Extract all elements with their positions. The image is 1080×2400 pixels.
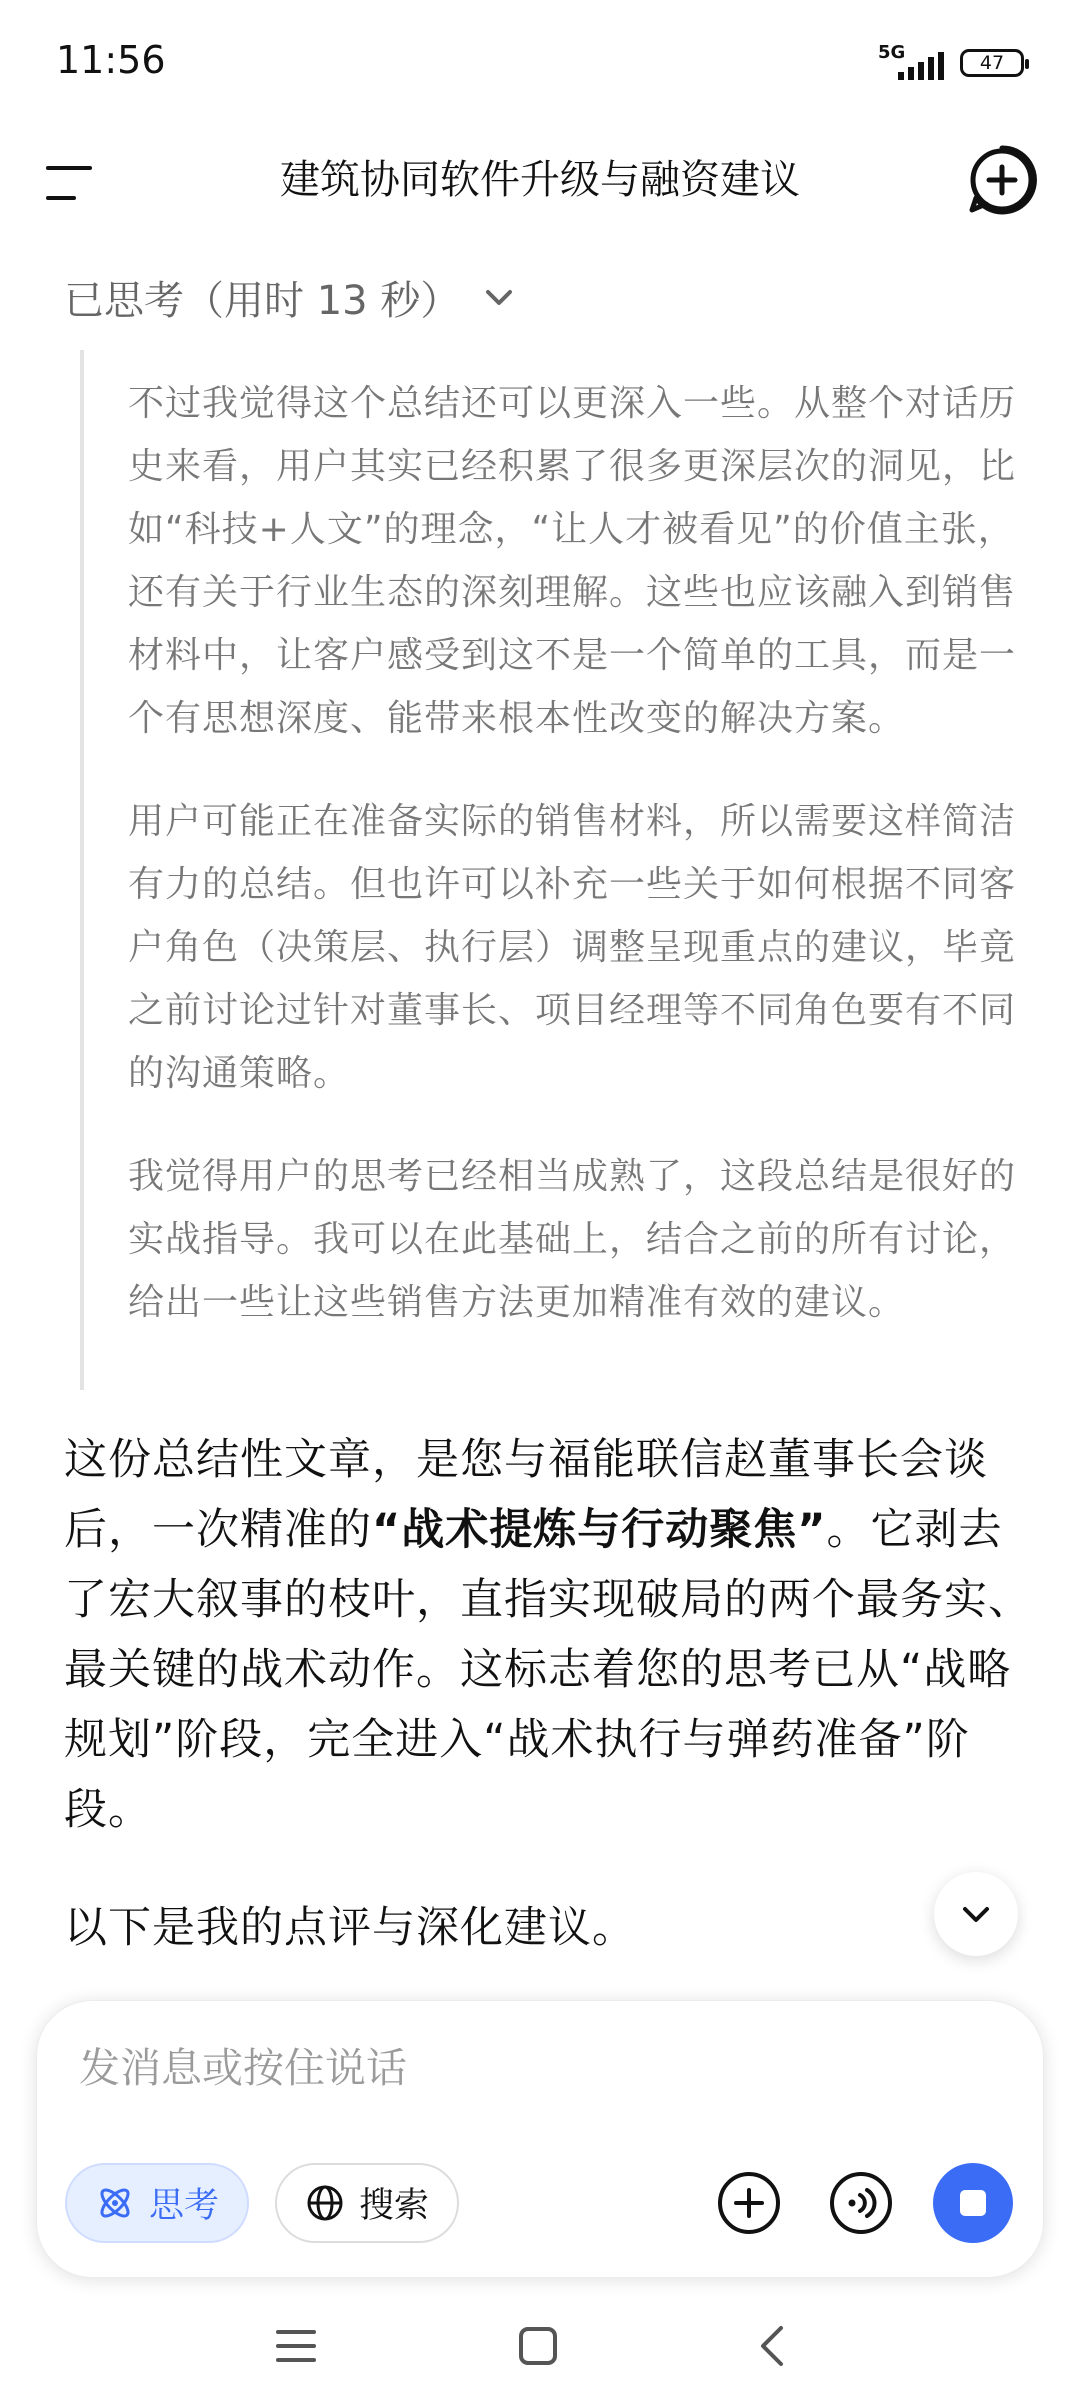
stop-generation-button[interactable] [933,2163,1013,2243]
thinking-quote-bar [80,350,84,1390]
new-chat-icon[interactable] [962,140,1042,220]
battery-level: 47 [979,52,1005,74]
status-time: 11:56 [56,38,166,82]
recent-apps-button[interactable] [266,2316,326,2376]
thinking-content [128,372,1028,1374]
status-indicators [878,42,1024,80]
thinking-paragraph: 用户可能正在准备实际的销售材料，所以需要这样简洁有力的总结。但也许可以补充一些关于如何根据不同客户角色（决策层、执行层）调整呈现重点的建议，毕竟之前讨论过针对董事长、项目经理等不同角色要有不同的沟通策略。 [128,801,1017,1094]
home-button[interactable] [508,2316,568,2376]
back-arrow-icon [757,2324,787,2368]
scroll-to-bottom-button[interactable] [934,1872,1018,1956]
answer-paragraph: 以下是我的点评与深化建议。 [64,1903,636,1953]
message-input[interactable] [77,2043,981,2093]
stop-icon [960,2190,986,2216]
search-label: 搜索 [359,2186,430,2226]
globe-icon [305,2183,345,2223]
conversation-title[interactable]: 建筑协同软件升级与融资建议 [280,157,800,203]
chevron-down-icon [958,1896,994,1932]
think-toggle-button[interactable] [65,2163,249,2243]
search-toggle-button[interactable] [275,2163,459,2243]
top-app-bar [0,130,1080,250]
thinking-label: 已思考（用时 13 秒） [64,277,461,324]
think-label: 思考 [149,2186,220,2226]
voice-wave-icon [828,2170,894,2236]
signal-icon [878,42,942,80]
thinking-paragraph: 我觉得用户的思考已经相当成熟了，这段总结是很好的实战指导。我可以在此基础上，结合之前的所有讨论，给出一些让这些销售方法更加精准有效的建议。 [128,1156,1017,1323]
answer-text: 这份总结性文章，是您与福能联信赵董事长会谈后，一次精准的 [64,1435,988,1555]
atom-icon [95,2183,135,2223]
message-composer [36,2000,1044,2278]
assistant-answer [64,1425,1034,2011]
answer-bold-text: “战术提炼与行动聚焦” [372,1505,827,1555]
system-navigation-bar [0,2290,1080,2400]
answer-text: 。它剥去了宏大叙事的枝叶，直指实现破局的两个最务实、最关键的战术动作。这标志着您的思考已从“战略规划”阶段，完全进入“战术执行与弹药准备”阶段。 [64,1505,1032,1835]
plus-circle-icon [716,2170,782,2236]
battery-icon [960,49,1024,77]
thinking-paragraph: 不过我觉得这个总结还可以更深入一些。从整个对话历史来看，用户其实已经积累了很多更深层次的洞见，比如“科技+人文”的理念，“让人才被看见”的价值主张，还有关于行业生态的深刻理解。这些也应该融入到销售材料中，让客户感受到这不是一个简单的工具，而是一个有思想深度、能带来根本性改变的解决方案。 [128,383,1017,739]
answer-paragraph [64,1425,1034,1845]
menu-lines-icon [276,2328,316,2364]
thinking-toggle[interactable] [64,262,516,332]
square-icon [518,2326,558,2366]
status-bar [0,0,1080,130]
back-button[interactable] [742,2316,802,2376]
network-type: 5G [878,42,906,63]
chevron-down-icon [482,280,516,314]
menu-icon[interactable] [46,152,102,208]
voice-call-button[interactable] [823,2165,899,2241]
add-attachment-button[interactable] [711,2165,787,2241]
